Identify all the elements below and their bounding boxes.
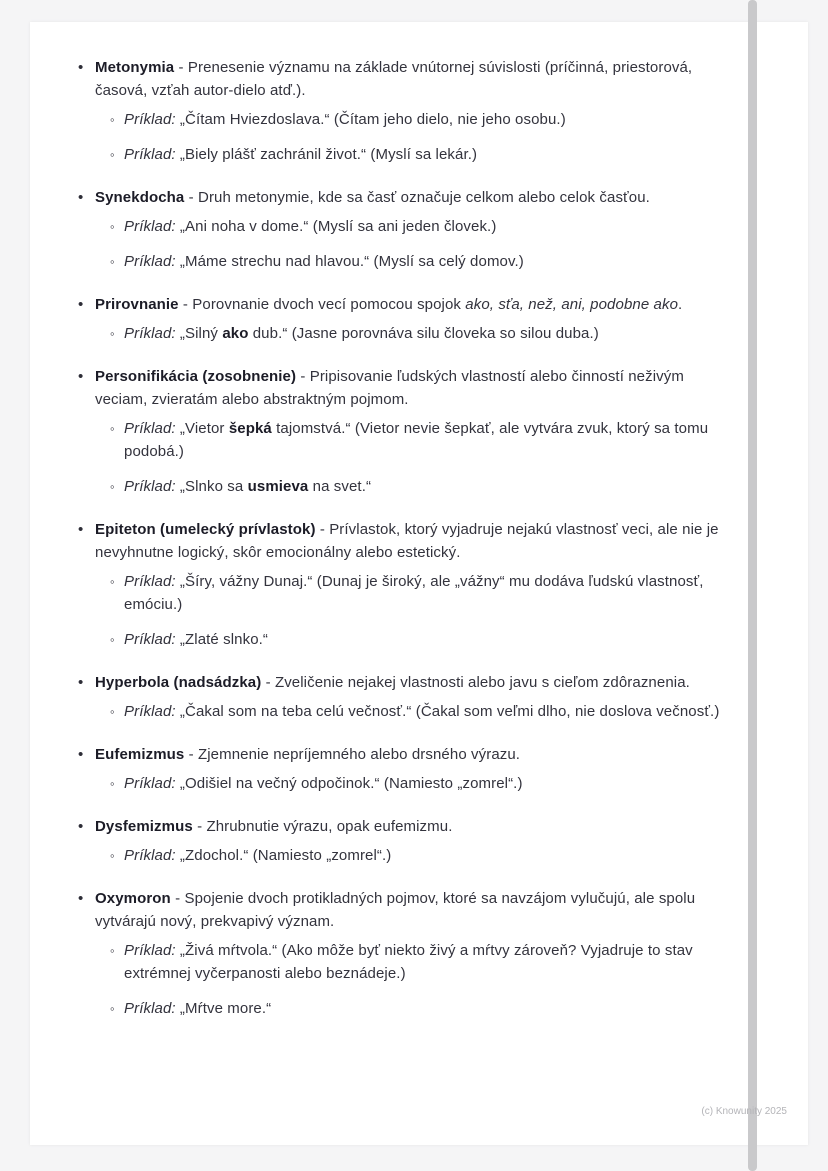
example-quote: „Máme strechu nad hlavou.“ (Myslí sa celý domov.) bbox=[175, 253, 524, 270]
examples-list bbox=[110, 772, 723, 795]
example-quote: „Silný bbox=[175, 325, 223, 342]
example-item bbox=[110, 417, 723, 463]
list-item bbox=[78, 887, 723, 1020]
example-quote: „Biely plášť zachránil život.“ (Myslí sa lekár.) bbox=[175, 146, 478, 163]
example-bold: šepká bbox=[228, 420, 272, 437]
term-text: Prirovnanie bbox=[95, 296, 179, 313]
list-item bbox=[78, 186, 723, 273]
definition-text: - Zjemnenie nepríjemného alebo drsného výrazu. bbox=[184, 746, 521, 763]
example-item bbox=[110, 700, 723, 723]
term-definition bbox=[95, 671, 723, 694]
examples-list bbox=[110, 215, 723, 273]
example-label: Príklad: bbox=[124, 420, 176, 437]
circle-bullet-icon: ◦ bbox=[110, 254, 115, 269]
definition-tail: . bbox=[678, 296, 683, 313]
example-item bbox=[110, 215, 723, 238]
examples-list bbox=[110, 322, 723, 345]
example-text bbox=[124, 417, 723, 463]
item-body bbox=[95, 671, 723, 723]
circle-bullet-icon: ◦ bbox=[110, 848, 115, 863]
example-item bbox=[110, 475, 723, 498]
circle-bullet-icon: ◦ bbox=[110, 1001, 115, 1016]
example-text bbox=[124, 475, 371, 498]
example-item bbox=[110, 250, 723, 273]
term-text: Oxymoron bbox=[95, 890, 171, 907]
example-text bbox=[124, 700, 719, 723]
bullet-icon: • bbox=[78, 59, 84, 76]
term-definition bbox=[95, 518, 723, 564]
example-text bbox=[124, 939, 723, 985]
bullet-icon: • bbox=[78, 674, 84, 691]
bullet-icon: • bbox=[78, 890, 84, 907]
scrollbar[interactable] bbox=[748, 0, 757, 1171]
examples-list bbox=[110, 844, 723, 867]
document-content bbox=[30, 22, 808, 1020]
bullet-icon: • bbox=[78, 818, 84, 835]
bullet-icon: • bbox=[78, 296, 84, 313]
bullet-icon: • bbox=[78, 521, 84, 538]
item-body bbox=[95, 56, 723, 166]
example-text bbox=[124, 772, 523, 795]
example-item bbox=[110, 772, 723, 795]
definition-text: - Zveličenie nejakej vlastnosti alebo javu s cieľom zdôraznenia. bbox=[261, 674, 690, 691]
example-quote: „Odišiel na večný odpočinok.“ (Namiesto „zomrel“.) bbox=[175, 775, 523, 792]
example-text bbox=[124, 570, 723, 616]
term-text: Hyperbola (nadsádzka) bbox=[95, 674, 262, 691]
example-label: Príklad: bbox=[124, 847, 176, 864]
example-tail: na svet.“ bbox=[308, 478, 372, 495]
list-item bbox=[78, 293, 723, 345]
term-definition bbox=[95, 186, 723, 209]
example-text bbox=[124, 628, 268, 651]
circle-bullet-icon: ◦ bbox=[110, 112, 115, 127]
example-tail: tajomstvá.“ (Vietor nevie šepkať, ale vytvára zvuk, ktorý sa tomu podobá.) bbox=[124, 420, 709, 460]
definition-text: - Spojenie dvoch protikladných pojmov, ktoré sa navzájom vylučujú, ale spolu vytvárajú nový, prekvapivý význam. bbox=[95, 890, 696, 930]
term-text: Epiteton (umelecký prívlastok) bbox=[95, 521, 316, 538]
example-quote: „Slnko sa bbox=[175, 478, 248, 495]
example-label: Príklad: bbox=[124, 478, 176, 495]
term-definition bbox=[95, 743, 723, 766]
example-text bbox=[124, 322, 599, 345]
term-text: Eufemizmus bbox=[95, 746, 185, 763]
example-item bbox=[110, 844, 723, 867]
example-tail: dub.“ (Jasne porovnáva silu človeka so silou duba.) bbox=[248, 325, 599, 342]
list-item bbox=[78, 815, 723, 867]
item-body bbox=[95, 743, 723, 795]
term-text: Personifikácia (zosobnenie) bbox=[95, 368, 297, 385]
example-bold: ako bbox=[222, 325, 249, 342]
examples-list bbox=[110, 939, 723, 1020]
example-text bbox=[124, 108, 566, 131]
circle-bullet-icon: ◦ bbox=[110, 704, 115, 719]
circle-bullet-icon: ◦ bbox=[110, 574, 115, 589]
bullet-icon: • bbox=[78, 189, 84, 206]
example-label: Príklad: bbox=[124, 325, 176, 342]
definition-italic: ako, sťa, než, ani, podobne ako bbox=[465, 296, 679, 313]
term-text: Dysfemizmus bbox=[95, 818, 193, 835]
definition-text: - Prívlastok, ktorý vyjadruje nejakú vlastnosť veci, ale nie je nevyhnutne logický, skôr emocionálny alebo estetický. bbox=[95, 521, 719, 561]
definition-text: - Prenesenie významu na základe vnútornej súvislosti (príčinná, priestorová, časová, vzťah autor-dielo atď.). bbox=[95, 59, 693, 99]
item-body bbox=[95, 887, 723, 1020]
example-text bbox=[124, 215, 496, 238]
term-text: Metonymia bbox=[95, 59, 175, 76]
circle-bullet-icon: ◦ bbox=[110, 479, 115, 494]
item-body bbox=[95, 293, 723, 345]
example-text bbox=[124, 143, 477, 166]
example-item bbox=[110, 108, 723, 131]
bullet-icon: • bbox=[78, 368, 84, 385]
example-quote: „Čítam Hviezdoslava.“ (Čítam jeho dielo, nie jeho osobu.) bbox=[175, 111, 566, 128]
example-item bbox=[110, 628, 723, 651]
circle-bullet-icon: ◦ bbox=[110, 147, 115, 162]
example-item bbox=[110, 322, 723, 345]
example-label: Príklad: bbox=[124, 775, 176, 792]
example-label: Príklad: bbox=[124, 1000, 176, 1017]
circle-bullet-icon: ◦ bbox=[110, 326, 115, 341]
circle-bullet-icon: ◦ bbox=[110, 943, 115, 958]
example-text bbox=[124, 250, 524, 273]
example-label: Príklad: bbox=[124, 218, 176, 235]
examples-list bbox=[110, 108, 723, 166]
circle-bullet-icon: ◦ bbox=[110, 776, 115, 791]
circle-bullet-icon: ◦ bbox=[110, 219, 115, 234]
example-label: Príklad: bbox=[124, 253, 176, 270]
term-definition bbox=[95, 365, 723, 411]
list-item bbox=[78, 671, 723, 723]
examples-list bbox=[110, 417, 723, 498]
definition-text: - Pripisovanie ľudských vlastností alebo činností neživým veciam, zvieratám alebo abstraktným pojmom. bbox=[95, 368, 684, 408]
example-label: Príklad: bbox=[124, 703, 176, 720]
circle-bullet-icon: ◦ bbox=[110, 421, 115, 436]
definition-text: - Druh metonymie, kde sa časť označuje celkom alebo celok časťou. bbox=[184, 189, 650, 206]
example-item bbox=[110, 570, 723, 616]
term-definition bbox=[95, 887, 723, 933]
list-item bbox=[78, 518, 723, 651]
term-definition bbox=[95, 56, 723, 102]
example-label: Príklad: bbox=[124, 146, 176, 163]
item-body bbox=[95, 518, 723, 651]
item-body bbox=[95, 365, 723, 498]
example-quote: „Ani noha v dome.“ (Myslí sa ani jeden človek.) bbox=[175, 218, 497, 235]
circle-bullet-icon: ◦ bbox=[110, 632, 115, 647]
example-text bbox=[124, 844, 391, 867]
example-item bbox=[110, 939, 723, 985]
example-quote: „Zdochol.“ (Namiesto „zomrel“.) bbox=[175, 847, 392, 864]
examples-list bbox=[110, 570, 723, 651]
example-label: Príklad: bbox=[124, 111, 176, 128]
terms-list bbox=[78, 56, 723, 1020]
item-body bbox=[95, 815, 723, 867]
example-label: Príklad: bbox=[124, 573, 176, 590]
example-quote: „Vietor bbox=[175, 420, 229, 437]
example-quote: „Čakal som na teba celú večnosť.“ (Čakal som veľmi dlho, nie doslova večnosť.) bbox=[175, 703, 720, 720]
definition-text: - Porovnanie dvoch vecí pomocou spojok bbox=[178, 296, 466, 313]
example-text bbox=[124, 997, 271, 1020]
example-quote: „Zlaté slnko.“ bbox=[175, 631, 269, 648]
list-item bbox=[78, 56, 723, 166]
example-bold: usmieva bbox=[247, 478, 309, 495]
term-definition bbox=[95, 293, 723, 316]
example-quote: „Šíry, vážny Dunaj.“ (Dunaj je široký, ale „vážny“ mu dodáva ľudskú vlastnosť, emóciu.) bbox=[124, 573, 704, 613]
bullet-icon: • bbox=[78, 746, 84, 763]
list-item bbox=[78, 365, 723, 498]
example-quote: „Živá mŕtvola.“ (Ako môže byť niekto živý a mŕtvy zároveň? Vyjadruje to stav extrémnej vyčerpanosti alebo beznádeje.) bbox=[124, 942, 693, 982]
document-page bbox=[30, 22, 808, 1145]
example-quote: „Mŕtve more.“ bbox=[175, 1000, 272, 1017]
definition-text: - Zhrubnutie výrazu, opak eufemizmu. bbox=[192, 818, 453, 835]
list-item bbox=[78, 743, 723, 795]
item-body bbox=[95, 186, 723, 273]
example-item bbox=[110, 997, 723, 1020]
example-label: Príklad: bbox=[124, 631, 176, 648]
term-text: Synekdocha bbox=[95, 189, 185, 206]
term-definition bbox=[95, 815, 723, 838]
watermark: (c) Knowunity 2025 bbox=[701, 1106, 787, 1117]
examples-list bbox=[110, 700, 723, 723]
example-item bbox=[110, 143, 723, 166]
example-label: Príklad: bbox=[124, 942, 176, 959]
